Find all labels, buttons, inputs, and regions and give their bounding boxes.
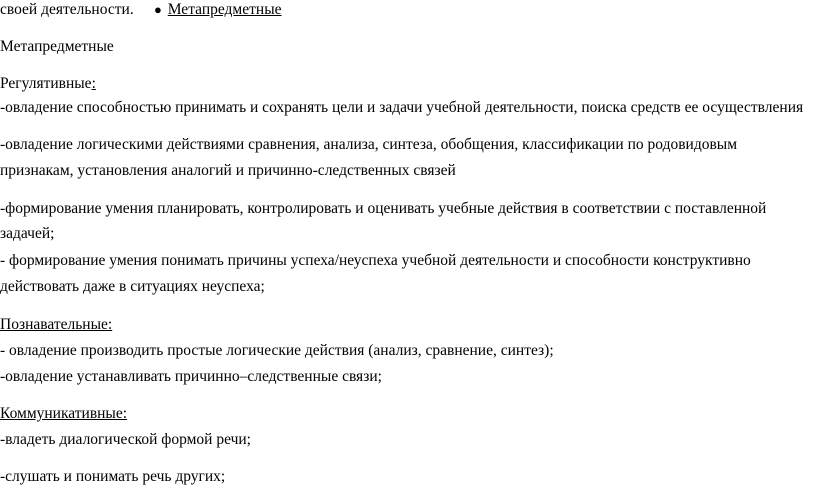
intro-text: своей деятельности. <box>0 1 134 18</box>
reg-item-3b: задачей; <box>0 225 55 242</box>
reg-item-4b: действовать даже в ситуациях неуспеха; <box>0 278 265 295</box>
reg-item-3a: -формирование умения планировать, контролировать и оценивать учебные действия в соответствии с поставленной <box>0 200 767 217</box>
reg-item-1: -овладение способностью принимать и сохранять цели и задачи учебной деятельности, поиска средств ее осуществления <box>0 99 804 116</box>
pozn-item-2: -овладение устанавливать причинно–следственные связи; <box>0 368 382 385</box>
heading-poznavatelnye: Познавательные: <box>0 316 113 333</box>
heading-metapredmetnye: Метапредметные <box>0 38 114 55</box>
reg-item-4a: - формирование умения понимать причины успеха/неуспеха учебной деятельности и способности конструктивно <box>0 252 751 269</box>
komm-item-2: -слушать и понимать речь других; <box>0 468 226 485</box>
bullet-item-text: Метапредметные <box>167 1 282 18</box>
pozn-item-1: - овладение производить простые логические действия (анализ, сравнение, синтез); <box>0 342 554 359</box>
regulyativnye-label: Регулятивные <box>0 75 92 92</box>
line-intro <box>0 0 282 20</box>
regulyativnye-colon: : <box>91 75 96 92</box>
heading-regulyativnye <box>0 74 96 94</box>
komm-item-1: -владеть диалогической формой речи; <box>0 431 251 448</box>
heading-kommunikativnye: Коммуникативные: <box>0 405 128 422</box>
reg-item-2a: -овладение логическими действиями сравнения, анализа, синтеза, обобщения, классификации по родовидовым <box>0 136 738 153</box>
bullet-icon: ● <box>154 2 162 17</box>
reg-item-2b: признакам, установления аналогий и причинно-следственных связей <box>0 162 456 179</box>
